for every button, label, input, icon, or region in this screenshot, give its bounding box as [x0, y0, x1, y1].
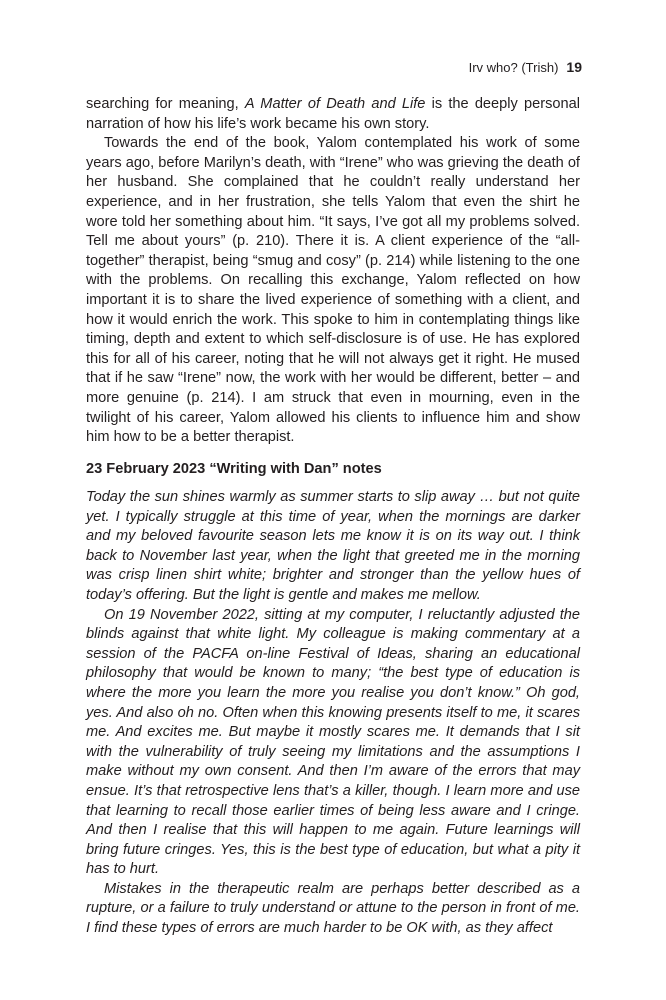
- book-title: A Matter of Death and Life: [244, 96, 426, 112]
- body-text: [86, 95, 580, 448]
- notes-paragraph-1: Today the sun shines warmly as summer starts to slip away … but not quite yet. I typically struggle at this time of year, when the mornings are darker and my beloved favourite season lets me know it is on its way out. I think back to November last year, when the light that greeted me in the morning was crisp linen shirt white; brighter and stronger than the yellow hues of today’s offering. But the light is gentle and makes me mellow.: [86, 489, 580, 603]
- section-heading: 23 February 2023 “Writing with Dan” notes: [86, 461, 382, 477]
- notes-paragraph-2: On 19 November 2022, sitting at my computer, I reluctantly adjusted the blinds against that white light. My colleague is making commentary at a session of the PACFA on-line Festival of Ideas, sharing an educational philosophy that would be known to many; “the best type of education is where the more you learn the more you realise you don’t know.” Oh god, yes. And also oh no. Often when this knowing presents itself to me, it scares me. And excites me. But maybe it mostly scares me. It demands that I sit with the vulnerability of truly seeing my limitations and the assumptions I make without my own consent. And then I’m aware of the errors that may ensue. It’s that retrospective lens that’s a killer, though. I learn more and use that learning to recall those earlier times of being less aware and I cringe. And then I realise that this will happen to me again. Future learnings will bring future cringes. Yes, this is the best type of education, but what a pity it has to hurt.: [86, 606, 580, 878]
- running-head: [469, 58, 582, 77]
- notes-paragraph-3: Mistakes in the therapeutic realm are perhaps better described as a rupture, or a failure to truly understand or attune to the person in front of me. I find these types of errors are much harder to be OK with, as they affect: [86, 880, 580, 937]
- page-number: 19: [566, 59, 582, 75]
- p1-before: searching for meaning,: [86, 96, 245, 112]
- running-title: Irv who? (Trish): [468, 60, 559, 75]
- body-paragraph-2: Towards the end of the book, Yalom contemplated his work of some years ago, before Marilyn’s death, with “Irene” who was grieving the death of her husband. She complained that he couldn’t really understand her experience, and in her frustration, she tells Yalom that even the shirt he wore told her something about him. “It says, I’ve got all my problems solved. Tell me about yours” (p. 210). There it is. A client experience of the “all-together” therapist, being “smug and cosy” (p. 214) while listening to the one with the problems. On recalling this exchange, Yalom reflected on how important it is to share the lived experience of something with a client, and how it would enrich the work. This spoke to him in contemplating things like timing, depth and extent to which self-disclosure is of use. He has explored this for all of his career, noting that he will not always get it right. He mused that if he saw “Irene” now, the work with her would be different, better – and more genuine (p. 214). I am struck that even in mourning, even in the twilight of his career, Yalom allowed his clients to influence him and show him how to be a better therapist.: [86, 135, 580, 446]
- journal-notes: [86, 488, 580, 939]
- body-paragraph-1: [86, 95, 580, 134]
- p1-after: is the deeply personal narration of how his life’s work became his own story.: [86, 96, 580, 132]
